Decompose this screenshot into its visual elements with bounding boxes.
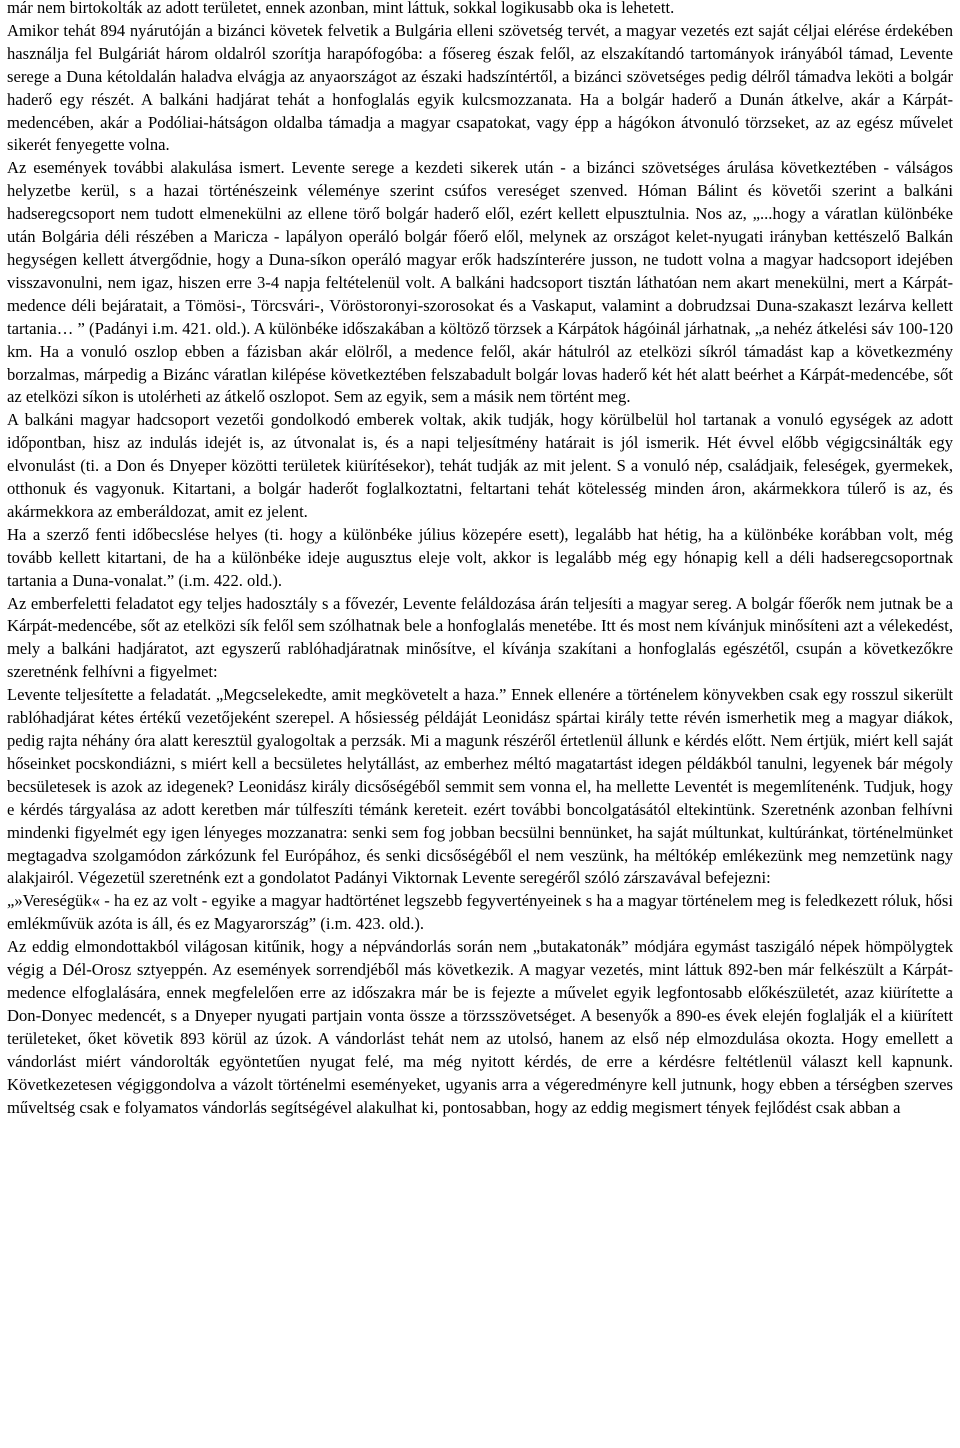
paragraph-9: Az eddig elmondottakból világosan kitűnik, hogy a népvándorlás során nem „butakatonák” módjára egymást taszigáló népek hömpölygtek végig a Dél-Orosz sztyeppén. Az események sorrendjéből más következik. A magyar vezetés, mint láttuk 892-ben már felkészült a Kárpát-medence elfoglalására, ennek megfelelően erre az időszakra már be is fejezte a művelet egyik legfontosabb előkészületét, azaz kiürítette a Don-Donyec medencét, s a Dnyeper nyugati partjain vonta össze a törzsszövetséget. A besenyők a 890-es évek elején foglalják el a kiürített területeket, őket követik 893 körül az úzok. A vándorlást tehát nem az utolsó, hanem az első nép elmozdulása okozta. Hogy emellett a vándorlást miért vándorolták egyöntetűen nyugat felé, ma még nyitott kérdés, de erre a kérdésre feltétlenül választ kell kapnunk. Következetesen végiggondolva a vázolt történelmi eseményeket, ugyanis arra a végeredményre kell jutnunk, hogy ebben a térségben szerves műveltség csak e folyamatos vándorlás segítségével alakulhat ki, pontosabban, hogy az eddig megismert tények fejlődést csak abban a xyxy=(7,937,953,1117)
paragraph-6: Az emberfeletti feladatot egy teljes hadosztály s a fővezér, Levente feláldozása árán teljesíti a magyar sereg. A bolgár főerők nem jutnak be a Kárpát-medencébe, sőt az etelközi sík felől sem szólhatnak bele a honfoglalás menetébe. Itt és most nem kívánjuk minősíteni azt a vélekedést, mely a balkáni hadjáratot, azt egyszerű rablóhadjáratnak minősítve, el kívánja szakítani a honfoglalás egészétől, csupán a következőkre szeretnénk felhívni a figyelmet: xyxy=(7,593,953,682)
paragraph-4: A balkáni magyar hadcsoport vezetői gondolkodó emberek voltak, akik tudják, hogy körülbelül hol tartanak a vonuló egységek az adott időpontban, hisz az indulás idejét is, az útvonalat is, és a napi teljesítmény határait is jól ismerik. Hét évvel előbb végigcsinálták egy elvonulást (ti. a Don és Dnyeper közötti területek kiürítésekor), tehát tudják az mit jelent. S a vonuló nép, családjaik, feleségek, gyermekek, otthonuk és vagyonuk. Kitartani, a bolgár haderőt foglalkoztatni, feltartani tehát kötelesség minden áron, akármekkora túlerő is az, és akármekkora az emberáldozat, amit ez jelent. xyxy=(7,410,953,521)
paragraph-1: már nem birtokolták az adott területet, ennek azonban, mint láttuk, sokkal logikusabb oka is lehetett. xyxy=(7,0,675,17)
paragraph-3: Az események további alakulása ismert. Levente serege a kezdeti sikerek után - a bizánci szövetséges árulása következtében - válságos helyzetbe kerül, s a hazai történészeink véleménye szerint csúfos vereséget szenved. Hóman Bálint és követői szerint a balkáni hadseregcsoport nem tudott elmenekülni az ellene törő bolgár haderő elől, ezért kellett elpusztulnia. Nos az, „...hogy a váratlan különbéke után Bolgária déli részében a Maricza - lapályon operáló bolgár főerő elől, melynek az országot kelet-nyugati irányban kettészelő Balkán hegységen kellett átvergődnie, hogy a Duna-síkon operáló magyar erők hadszínterére jusson, ne tudott volna a magyar hadcsoport idejében visszavonulni, nem igaz, hiszen erre 3-4 napja feltételenül volt. A balkáni hadcsoport tisztán láthatóan nem akart menekülni, mert a Kárpát-medence déli bejáratait, a Tömösi-, Törcsvári-, Vöröstoronyi-szorosokat és a Vaskaput, valamint a dobrudzsai Duna-szakaszt lezárva kellett tartania… ” (Padányi i.m. 421. old.). A különbéke időszakában a költöző törzsek a Kárpátok hágóinál járhatnak, „a nehéz átkelési sáv 100-120 km. Ha a vonuló oszlop ebben a fázisban akár elölről, a medence felől, akár hátulról az etelközi síkról támadást kap a következmény borzalmas, márpedig a Bizánc váratlan kilépése következtében felszabadult bolgár lovas haderő két hét alatt beérhet a Kárpát-medencébe, sőt az etelközi síkon is utolérheti az átkelő oszlopot. Sem az egyik, sem a másik nem történt meg. xyxy=(7,158,953,407)
paragraph-5: Ha a szerző fenti időbecslése helyes (ti. hogy a különbéke július közepére esett), legalább hat hétig, ha a különbéke korábban volt, még tovább kellett kitartani, de ha a különbéke ideje augusztus eleje volt, akkor is legalább még egy hónapig kell a déli hadseregcsoportnak tartania a Duna-vonalat.” (i.m. 422. old.). xyxy=(7,524,953,590)
paragraph-7: Levente teljesítette a feladatát. „Megcselekedte, amit megkövetelt a haza.” Ennek ellenére a történelem könyvekben csak egy rosszul sikerült rablóhadjárat kétes értékű vezetőjeként szerepel. A hősiesség példáját Leonidász spártai király tette révén ismerhetik meg a magyar diákok, pedig rajta néhány óra alatt keresztül gyalogoltak a perzsák. Mi a magunk részéről értetlenül állunk e kérdés előtt. Nem értjük, miért kell saját hőseinket pocskondiázni, s miért kell a becsületes helytállást, az emberhez méltó magatartást idegen példákból tanulni, legyenek bár mégoly becsületesek is azok az idegenek? Leonidász király dicsőségéből semmit sem vonna el, ha mellette Leventét is megemlítenénk. Tudjuk, hogy e kérdés tárgyalása az adott keretben már túlfeszíti témánk kereteit. ezért további boncolgatásától eltekintünk. Szeretnénk azonban felhívni mindenki figyelmét egy igen lényeges mozzanatra: senki sem fog jobban becsülni bennünket, ha saját múltunkat, kultúránkat, történelmünket megtagadva szolgamódon zárkózunk fel Európához, és senki dicsőségéből el nem veszünk, ha méltókép emlékezünk meg nemzetünk nagy alakjairól. Végezetül szeretnénk ezt a gondolatot Padányi Viktornak Levente seregéről szóló zárszavával befejezni: xyxy=(7,685,953,888)
paragraph-8: „»Vereségük« - ha ez az volt - egyike a magyar hadtörténet legszebb fegyvertényeinek s ha a magyar történelem meg is feledkezett róluk, hősi emlékművük azóta is áll, és ez Magyarország” (i.m. 423. old.). xyxy=(7,891,953,934)
paragraph-2: Amikor tehát 894 nyárutóján a bizánci követek felvetik a Bulgária elleni szövetség tervét, a magyar vezetés ezt saját céljai elérése érdekében használja fel Bulgáriát három oldalról szorítja harapófogóba: a fősereg észak felől, az elszakítandó tartományok irányából támad, Levente serege a Duna kétoldalán haladva elvágja az anyaországot az északi hadszíntértől, a bizánci szövetséges pedig délről támadva leköti a bolgár haderő egy részét. A balkáni hadjárat tehát a honfoglalás egyik kulcsmozzanata. Ha a bolgár haderő a Dunán átkelve, akár a Kárpát-medencében, akár a Podóliai-hátságon oldalba támadja a magyar csapatokat, vagy épp a hágókon átvonuló törzseket, az az egész művelet sikerét fenyegette volna. xyxy=(7,20,953,155)
